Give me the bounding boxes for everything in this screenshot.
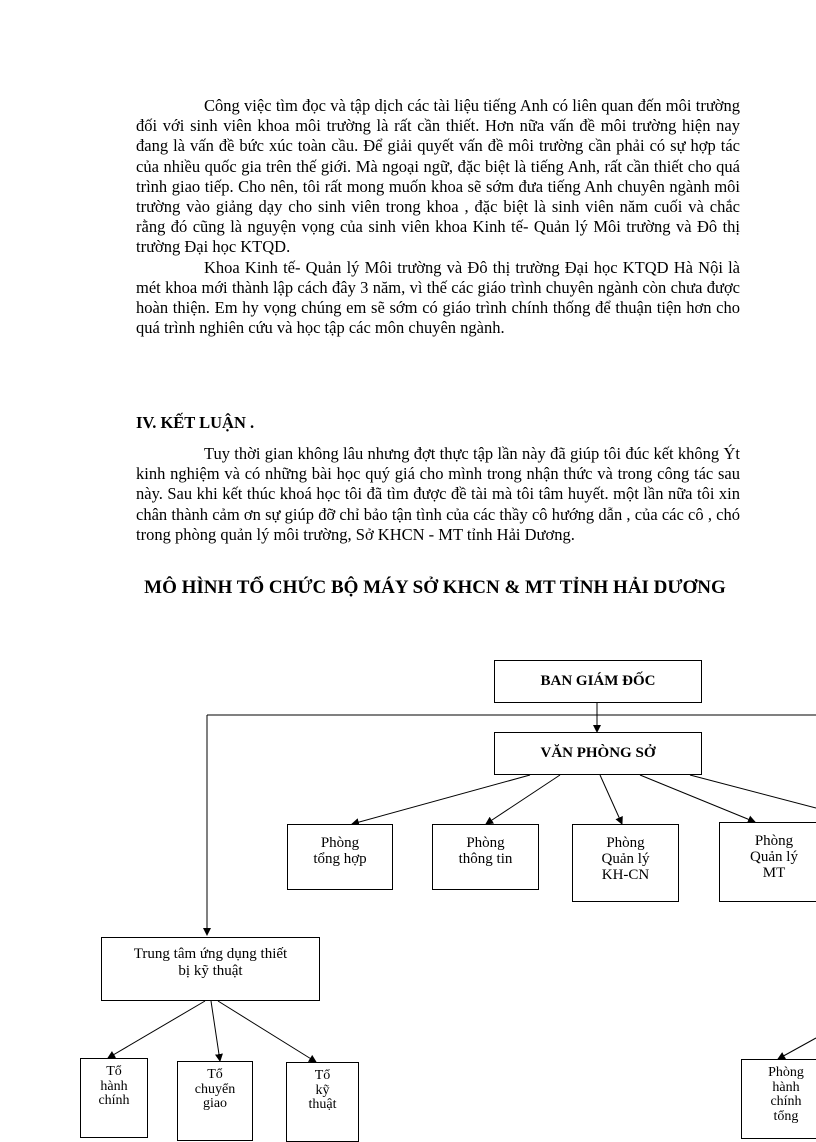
box-board [494,660,702,703]
box-dept-env [719,822,816,902]
box-team-transfer-label: Tổ chuyển giao [194,1067,236,1111]
box-dept-admin-partial-label: Phòng hành chính tổng [768,1065,804,1124]
box-center-label: Trung tâm ứng dụng thiết bị kỹ thuật [133,946,288,979]
box-dept-sci-label: Phòng Quản lý KH-CN [601,835,650,883]
box-dept-admin-partial [741,1059,816,1139]
box-team-transfer [177,1061,253,1141]
connector-office-general [352,775,530,824]
box-team-tech-label: Tổ kỹ thuật [308,1068,337,1112]
box-dept-info-label: Phòng thông tin [458,835,513,867]
section-heading: IV. KẾT LUẬN . [136,413,255,432]
box-dept-general [287,824,393,890]
paragraph-3: Tuy thời gian không lâu nhưng đợt thực tập lần này đã giúp tôi đúc kết không Ýt kinh nghiệm và có những bài học quý giá cho mình trong nhận thức và trong công tác sau này. Sau khi kết thúc khoá học tôi đã tìm được đề tài mà tôi tâm huyết. một lần nữa tôi xin chân thành cảm ơn sự giúp đỡ chỉ bảo tận tình của các thầy cô hướng dẫn , của các cô , chó trong phòng quản lý môi trường, Sở KHCN - MT tỉnh Hải Dương. [136,444,740,544]
paragraph-1: Công việc tìm đọc và tập dịch các tài liệu tiếng Anh có liên quan đến môi trường đối với sinh viên khoa môi trường là rất cần thiết. Hơn nữa vấn đề môi trường hiện nay đang là vấn đề bức xúc toàn cầu. Để giải quyết vấn đề môi trường cần phải có sự hợp tác của nhiều quốc gia trên thế giới. Mà ngoại ngữ, đặc biệt là tiếng Anh, rất cần thiết cho quá trình giao tiếp. Cho nên, tôi rất mong muốn khoa sẽ sớm đưa tiếng Anh chuyên ngành môi trường vào giảng dạy cho sinh viên trong khoa , đặc biệt là sinh viên năm cuối và chắc rằng đó cũng là nguyện vọng của sinh viên khoa Kinh tế- Quản lý Môi trường và Đô thị trường Đại học KTQD. [136,96,740,257]
box-board-label: BAN GIÁM ĐỐC [540,673,656,689]
box-team-tech [286,1062,359,1142]
connector-center-transfer [211,1001,220,1061]
box-dept-sci [572,824,679,902]
box-office [494,732,702,775]
box-dept-general-label: Phòng tổng hợp [313,835,367,867]
box-dept-info [432,824,539,890]
box-center [101,937,320,1001]
connector-right-admin [778,1038,816,1059]
box-team-admin-label: Tổ hành chính [98,1064,130,1108]
connector-office-info [486,775,560,824]
chart-title: MÔ HÌNH TỔ CHỨC BỘ MÁY SỞ KHCN & MT TỈNH HẢI DƯƠNG [144,577,726,598]
connector-center-admin [108,1001,205,1058]
box-team-admin [80,1058,148,1138]
connector-office-sci [600,775,622,824]
box-dept-env-label: Phòng Quản lý MT [750,833,798,881]
paragraph-2: Khoa Kinh tế- Quản lý Môi trường và Đô thị trường Đại học KTQD Hà Nội là mét khoa mới thành lập cách đây 3 năm, vì thế các giáo trình chuyên ngành còn chưa được hoàn thiện. Em hy vọng chúng em sẽ sớm có giáo trình chính thống để thuận tiện hơn cho quá trình nghiên cứu và học tập các môn chuyên ngành. [136,257,740,338]
box-office-label: VĂN PHÒNG SỞ [540,745,656,761]
connector-center-tech [218,1001,316,1062]
connector-office-env [640,775,755,822]
